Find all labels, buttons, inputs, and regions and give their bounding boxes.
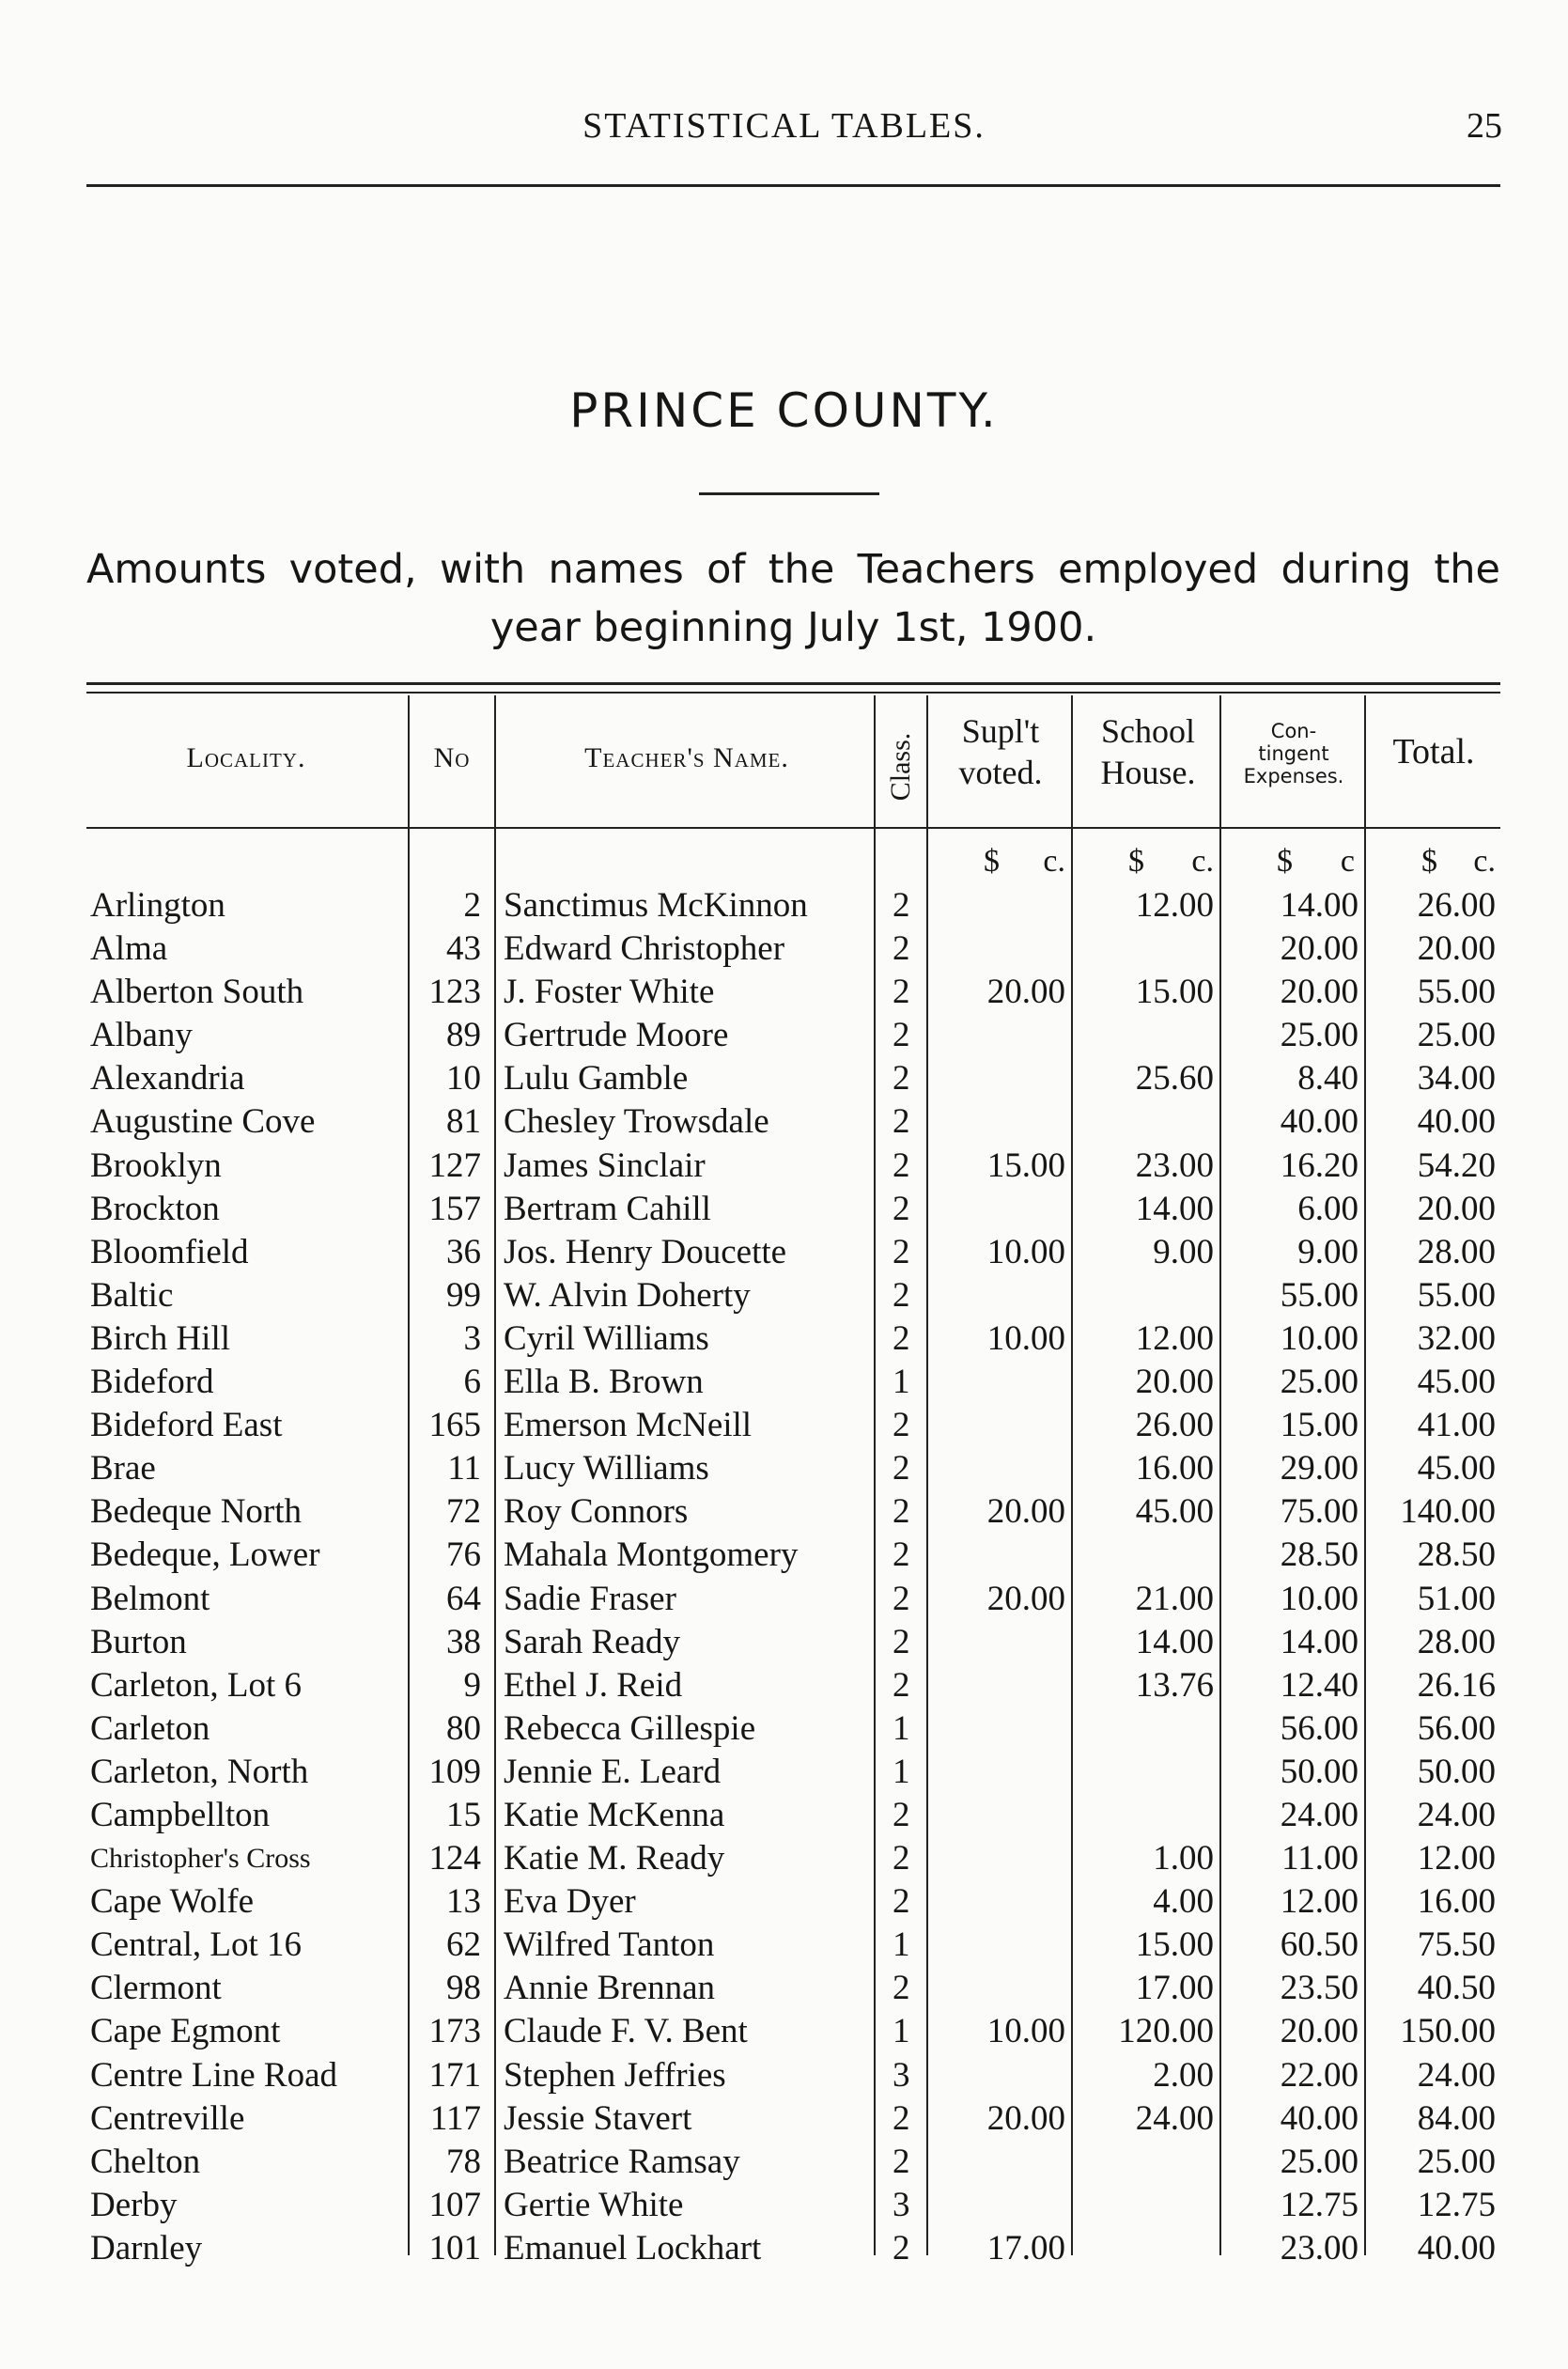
number-cell: 72 — [446, 1492, 481, 1532]
teacher-name-cell: Jos. Henry Doucette — [504, 1232, 787, 1271]
column-header-supl-line1: Supl't — [961, 712, 1040, 750]
column-header-contingent — [1223, 720, 1364, 787]
column-header-class — [877, 714, 924, 819]
column-header-school-line2: House. — [1100, 754, 1196, 791]
table-row — [0, 1057, 1568, 1100]
number-cell: 101 — [428, 2228, 481, 2268]
locality-cell: Chelton — [90, 2142, 201, 2181]
table-row — [0, 1578, 1568, 1621]
contingent-expenses-cell: 23.00 — [1280, 2228, 1358, 2268]
total-cell: 51.00 — [1417, 1579, 1496, 1618]
table-row — [0, 1621, 1568, 1664]
contingent-expenses-cell: 23.50 — [1280, 1969, 1358, 2008]
contingent-expenses-cell: 10.00 — [1280, 1318, 1358, 1358]
column-header-contingent-line3: Expenses. — [1243, 765, 1344, 787]
total-cell: 12.75 — [1417, 2185, 1496, 2224]
locality-cell: Birch Hill — [90, 1318, 231, 1358]
column-header-contingent-line2: tingent — [1258, 742, 1329, 765]
contingent-expenses-cell: 29.00 — [1280, 1449, 1358, 1488]
total-cell: 25.00 — [1417, 1016, 1496, 1055]
teacher-name-cell: Edward Christopher — [504, 929, 785, 969]
contingent-expenses-cell: 25.00 — [1280, 2142, 1358, 2181]
column-header-school-line1: School — [1100, 712, 1195, 750]
total-cell: 24.00 — [1417, 1795, 1496, 1834]
contingent-expenses-cell: 15.00 — [1280, 1406, 1358, 1445]
school-house-cell: 12.00 — [1135, 886, 1214, 925]
contingent-expenses-cell: 12.40 — [1280, 1665, 1358, 1705]
number-cell: 99 — [446, 1275, 481, 1315]
locality-cell: Alberton South — [90, 973, 304, 1012]
teacher-name-cell: W. Alvin Doherty — [504, 1275, 751, 1315]
locality-cell: Clermont — [90, 1969, 222, 2008]
school-house-cell: 21.00 — [1135, 1579, 1214, 1618]
contingent-expenses-cell: 56.00 — [1280, 1708, 1358, 1748]
number-cell: 3 — [463, 1318, 481, 1358]
contingent-expenses-cell: 11.00 — [1281, 1839, 1358, 1878]
total-cents-unit: c. — [1473, 844, 1496, 879]
locality-cell: Alma — [90, 929, 168, 969]
class-cell: 2 — [893, 1969, 910, 2008]
total-cell: 150.00 — [1400, 2012, 1496, 2051]
total-cell: 34.00 — [1417, 1059, 1496, 1099]
class-cell: 2 — [893, 1059, 910, 1099]
number-cell: 171 — [428, 2055, 481, 2095]
total-cell: 25.00 — [1417, 2142, 1496, 2181]
number-cell: 64 — [446, 1579, 481, 1618]
contingent-expenses-cell: 14.00 — [1280, 1622, 1358, 1661]
school-house-cell: 25.60 — [1135, 1059, 1214, 1099]
teacher-name-cell: Katie McKenna — [504, 1795, 725, 1834]
teacher-name-cell: Sadie Fraser — [504, 1579, 676, 1618]
teacher-name-cell: Beatrice Ramsay — [504, 2142, 740, 2181]
number-cell: 9 — [463, 1665, 481, 1705]
column-header-supl — [930, 710, 1071, 793]
locality-cell: Centreville — [90, 2098, 245, 2138]
locality-cell: Derby — [90, 2185, 178, 2224]
locality-cell: Darnley — [90, 2228, 203, 2268]
contingent-expenses-cell: 20.00 — [1280, 929, 1358, 969]
locality-cell: Arlington — [90, 886, 225, 925]
locality-cell: Brooklyn — [90, 1146, 222, 1185]
table-row — [0, 1794, 1568, 1837]
locality-cell: Bedeque North — [90, 1492, 303, 1532]
class-cell: 2 — [893, 1795, 910, 1834]
table-row — [0, 2010, 1568, 2053]
supl-voted-cell: 10.00 — [986, 2012, 1065, 2051]
total-cell: 16.00 — [1417, 1882, 1496, 1922]
total-cell: 12.00 — [1417, 1839, 1496, 1878]
table-row — [0, 1880, 1568, 1924]
contingent-expenses-cell: 55.00 — [1280, 1275, 1358, 1315]
school-house-cell: 15.00 — [1135, 973, 1214, 1012]
total-cell: 28.00 — [1417, 1232, 1496, 1271]
supl-cents-unit: c. — [1043, 844, 1065, 879]
number-cell: 157 — [428, 1189, 481, 1228]
class-cell: 2 — [893, 1622, 910, 1661]
teacher-name-cell: Gertrude Moore — [504, 1016, 729, 1055]
page-number: 25 — [1467, 106, 1502, 146]
teacher-name-cell: Roy Connors — [504, 1492, 689, 1532]
teacher-name-cell: Chesley Trowsdale — [504, 1102, 769, 1142]
table-row — [0, 1014, 1568, 1057]
class-cell: 2 — [893, 1665, 910, 1705]
locality-cell: Campbellton — [90, 1795, 271, 1834]
class-cell: 1 — [893, 1363, 910, 1402]
supl-voted-cell: 20.00 — [986, 2098, 1065, 2138]
header-rule — [86, 184, 1500, 187]
contingent-expenses-cell: 28.50 — [1280, 1535, 1358, 1575]
table-row — [0, 1837, 1568, 1880]
teacher-name-cell: Annie Brennan — [504, 1969, 716, 2008]
teacher-name-cell: Lulu Gamble — [504, 1059, 689, 1099]
school-house-cell: 24.00 — [1135, 2098, 1214, 2138]
total-cell: 45.00 — [1417, 1449, 1496, 1488]
class-cell: 1 — [893, 2012, 910, 2051]
school-house-cell: 1.00 — [1153, 1839, 1214, 1878]
school-house-cell: 17.00 — [1135, 1969, 1214, 2008]
total-cell: 40.00 — [1417, 2228, 1496, 2268]
locality-cell: Brae — [90, 1449, 156, 1488]
class-cell: 2 — [893, 1492, 910, 1532]
teacher-name-cell: Sanctimus McKinnon — [504, 886, 808, 925]
class-cell: 2 — [893, 1275, 910, 1315]
total-cell: 45.00 — [1417, 1363, 1496, 1402]
running-head — [0, 105, 1568, 162]
class-cell: 1 — [893, 1752, 910, 1791]
number-cell: 173 — [428, 2012, 481, 2051]
table-row — [0, 1924, 1568, 1967]
contingent-cents-unit: c — [1340, 844, 1355, 879]
table-row — [0, 2227, 1568, 2270]
teacher-name-cell: Ethel J. Reid — [504, 1665, 683, 1705]
table-row — [0, 1490, 1568, 1534]
total-cell: 50.00 — [1417, 1752, 1496, 1791]
contingent-expenses-cell: 8.40 — [1297, 1059, 1358, 1099]
contingent-expenses-cell: 40.00 — [1280, 1102, 1358, 1142]
class-cell: 2 — [893, 1016, 910, 1055]
table-row — [0, 2054, 1568, 2097]
teacher-name-cell: Bertram Cahill — [504, 1189, 711, 1228]
teacher-name-cell: Mahala Montgomery — [504, 1535, 799, 1575]
locality-cell: Baltic — [90, 1275, 174, 1315]
table-top-rule-inner — [86, 692, 1500, 694]
table-row — [0, 1751, 1568, 1794]
number-cell: 13 — [446, 1882, 481, 1922]
contingent-expenses-cell: 10.00 — [1280, 1579, 1358, 1618]
locality-cell: Central, Lot 16 — [90, 1925, 303, 1965]
school-house-cell: 45.00 — [1135, 1492, 1214, 1532]
locality-cell: Carleton, Lot 6 — [90, 1665, 303, 1705]
contingent-expenses-cell: 20.00 — [1280, 2012, 1358, 2051]
table-header-bottom-rule — [86, 827, 1500, 829]
school-house-cell: 16.00 — [1135, 1449, 1214, 1488]
school-house-cell: 14.00 — [1135, 1622, 1214, 1661]
column-header-class-label: Class. — [885, 732, 916, 802]
school-house-cell: 4.00 — [1153, 1882, 1214, 1922]
table-row — [0, 2141, 1568, 2184]
table-row — [0, 1967, 1568, 2010]
locality-cell: Christopher's Cross — [90, 1843, 311, 1875]
contingent-expenses-cell: 14.00 — [1280, 886, 1358, 925]
number-cell: 81 — [446, 1102, 481, 1142]
total-cell: 75.50 — [1417, 1925, 1496, 1965]
class-cell: 2 — [893, 1535, 910, 1575]
teacher-name-cell: Jennie E. Leard — [504, 1752, 722, 1791]
class-cell: 1 — [893, 1708, 910, 1748]
class-cell: 2 — [893, 1406, 910, 1445]
class-cell: 1 — [893, 1925, 910, 1965]
supl-voted-cell: 20.00 — [986, 1492, 1065, 1532]
locality-cell: Centre Line Road — [90, 2055, 338, 2095]
supl-voted-cell: 20.00 — [986, 1579, 1065, 1618]
number-cell: 109 — [428, 1752, 481, 1791]
locality-cell: Burton — [90, 1622, 187, 1661]
locality-cell: Belmont — [90, 1579, 210, 1618]
table-row — [0, 1707, 1568, 1751]
class-cell: 2 — [893, 1146, 910, 1185]
total-cell: 56.00 — [1417, 1708, 1496, 1748]
total-cell: 20.00 — [1417, 929, 1496, 969]
column-header-supl-line2: voted. — [958, 754, 1043, 791]
locality-cell: Bloomfield — [90, 1232, 249, 1271]
units-row — [0, 844, 1568, 885]
column-header-teacher: Teacher's Name. — [584, 742, 789, 773]
number-cell: 98 — [446, 1969, 481, 2008]
table-row — [0, 2184, 1568, 2227]
table-row — [0, 1317, 1568, 1361]
class-cell: 2 — [893, 1449, 910, 1488]
contingent-expenses-cell: 60.50 — [1280, 1925, 1358, 1965]
total-cell: 20.00 — [1417, 1189, 1496, 1228]
class-cell: 2 — [893, 1882, 910, 1922]
table-row — [0, 1145, 1568, 1188]
column-header-contingent-line1: Con- — [1270, 720, 1317, 742]
class-cell: 2 — [893, 1318, 910, 1358]
class-cell: 3 — [893, 2055, 910, 2095]
total-cell: 28.50 — [1417, 1535, 1496, 1575]
teacher-name-cell: James Sinclair — [504, 1146, 706, 1185]
school-house-cell: 9.00 — [1153, 1232, 1214, 1271]
class-cell: 2 — [893, 1189, 910, 1228]
total-cell: 41.00 — [1417, 1406, 1496, 1445]
school-house-cell: 20.00 — [1135, 1363, 1214, 1402]
supl-dollar-unit: $ — [984, 844, 1000, 879]
number-cell: 43 — [446, 929, 481, 969]
teacher-name-cell: Jessie Stavert — [504, 2098, 692, 2138]
table-row — [0, 884, 1568, 927]
locality-cell: Bideford — [90, 1363, 214, 1402]
school-house-cell: 2.00 — [1153, 2055, 1214, 2095]
table-row — [0, 1274, 1568, 1317]
school-house-cell: 13.76 — [1135, 1665, 1214, 1705]
table-row — [0, 1404, 1568, 1447]
supl-voted-cell: 15.00 — [986, 1146, 1065, 1185]
number-cell: 36 — [446, 1232, 481, 1271]
table-row — [0, 1664, 1568, 1707]
locality-cell: Alexandria — [90, 1059, 245, 1099]
class-cell: 2 — [893, 1579, 910, 1618]
teacher-name-cell: Wilfred Tanton — [504, 1925, 715, 1965]
school-house-cell: 15.00 — [1135, 1925, 1214, 1965]
school-house-cell: 120.00 — [1118, 2012, 1214, 2051]
locality-cell: Carleton, North — [90, 1752, 309, 1791]
table-caption: Amounts voted, with names of the Teachers employed during the year beginning July 1st, 1900. — [86, 546, 1500, 651]
number-cell: 127 — [428, 1146, 481, 1185]
number-cell: 80 — [446, 1708, 481, 1748]
contingent-expenses-cell: 50.00 — [1280, 1752, 1358, 1791]
teacher-name-cell: Stephen Jeffries — [504, 2055, 726, 2095]
table-row — [0, 1361, 1568, 1404]
school-house-cell: 12.00 — [1135, 1318, 1214, 1358]
school-house-cell: 14.00 — [1135, 1189, 1214, 1228]
number-cell: 78 — [446, 2142, 481, 2181]
column-header-school — [1075, 710, 1221, 793]
class-cell: 2 — [893, 2228, 910, 2268]
total-cell: 84.00 — [1417, 2098, 1496, 2138]
class-cell: 2 — [893, 1839, 910, 1878]
locality-cell: Brockton — [90, 1189, 220, 1228]
teacher-name-cell: Katie M. Ready — [504, 1839, 725, 1878]
number-cell: 6 — [463, 1363, 481, 1402]
contingent-expenses-cell: 75.00 — [1280, 1492, 1358, 1532]
total-cell: 32.00 — [1417, 1318, 1496, 1358]
locality-cell: Bideford East — [90, 1406, 283, 1445]
number-cell: 123 — [428, 973, 481, 1012]
contingent-expenses-cell: 12.75 — [1280, 2185, 1358, 2224]
school-house-cell: 26.00 — [1135, 1406, 1214, 1445]
teacher-name-cell: Emanuel Lockhart — [504, 2228, 762, 2268]
number-cell: 107 — [428, 2185, 481, 2224]
class-cell: 2 — [893, 1232, 910, 1271]
column-header-total: Total. — [1392, 732, 1475, 771]
school-cents-unit: c. — [1191, 844, 1214, 879]
contingent-expenses-cell: 22.00 — [1280, 2055, 1358, 2095]
table-body — [0, 884, 1568, 2270]
supl-voted-cell: 10.00 — [986, 1232, 1065, 1271]
class-cell: 2 — [893, 886, 910, 925]
teacher-name-cell: Rebecca Gillespie — [504, 1708, 756, 1748]
number-cell: 76 — [446, 1535, 481, 1575]
locality-cell: Bedeque, Lower — [90, 1535, 320, 1575]
total-cell: 40.50 — [1417, 1969, 1496, 2008]
class-cell: 3 — [893, 2185, 910, 2224]
contingent-expenses-cell: 16.20 — [1280, 1146, 1358, 1185]
total-cell: 54.20 — [1417, 1146, 1496, 1185]
teacher-name-cell: Gertie White — [504, 2185, 684, 2224]
contingent-expenses-cell: 25.00 — [1280, 1016, 1358, 1055]
county-title-rule — [699, 492, 879, 495]
contingent-expenses-cell: 9.00 — [1297, 1232, 1358, 1271]
contingent-dollar-unit: $ — [1277, 844, 1293, 879]
table-row — [0, 1188, 1568, 1231]
table-row — [0, 1534, 1568, 1577]
number-cell: 10 — [446, 1059, 481, 1099]
column-header-no: No — [433, 742, 471, 773]
number-cell: 89 — [446, 1016, 481, 1055]
teacher-name-cell: Cyril Williams — [504, 1318, 709, 1358]
teacher-name-cell: J. Foster White — [504, 973, 715, 1012]
teacher-name-cell: Lucy Williams — [504, 1449, 709, 1488]
table-row — [0, 971, 1568, 1014]
number-cell: 165 — [428, 1406, 481, 1445]
locality-cell: Cape Egmont — [90, 2012, 281, 2051]
contingent-expenses-cell: 25.00 — [1280, 1363, 1358, 1402]
locality-cell: Carleton — [90, 1708, 210, 1748]
total-dollar-unit: $ — [1421, 844, 1437, 879]
total-cell: 40.00 — [1417, 1102, 1496, 1142]
teacher-name-cell: Sarah Ready — [504, 1622, 681, 1661]
supl-voted-cell: 20.00 — [986, 973, 1065, 1012]
number-cell: 62 — [446, 1925, 481, 1965]
teacher-name-cell: Claude F. V. Bent — [504, 2012, 748, 2051]
contingent-expenses-cell: 40.00 — [1280, 2098, 1358, 2138]
contingent-expenses-cell: 20.00 — [1280, 973, 1358, 1012]
total-cell: 24.00 — [1417, 2055, 1496, 2095]
total-cell: 55.00 — [1417, 973, 1496, 1012]
class-cell: 2 — [893, 1102, 910, 1142]
total-cell: 28.00 — [1417, 1622, 1496, 1661]
class-cell: 2 — [893, 2098, 910, 2138]
table-row — [0, 927, 1568, 971]
table-row — [0, 1447, 1568, 1490]
teacher-name-cell: Ella B. Brown — [504, 1363, 704, 1402]
supl-voted-cell: 17.00 — [986, 2228, 1065, 2268]
school-dollar-unit: $ — [1128, 844, 1144, 879]
table-top-rule — [86, 682, 1500, 685]
number-cell: 38 — [446, 1622, 481, 1661]
total-cell: 55.00 — [1417, 1275, 1496, 1315]
teacher-name-cell: Eva Dyer — [504, 1882, 636, 1922]
total-cell: 140.00 — [1400, 1492, 1496, 1532]
class-cell: 2 — [893, 929, 910, 969]
number-cell: 117 — [429, 2098, 481, 2138]
total-cell: 26.00 — [1417, 886, 1496, 925]
teacher-name-cell: Emerson McNeill — [504, 1406, 753, 1445]
table-row — [0, 2097, 1568, 2141]
locality-cell: Cape Wolfe — [90, 1882, 255, 1922]
school-house-cell: 23.00 — [1135, 1146, 1214, 1185]
contingent-expenses-cell: 24.00 — [1280, 1795, 1358, 1834]
number-cell: 15 — [446, 1795, 481, 1834]
class-cell: 2 — [893, 2142, 910, 2181]
number-cell: 11 — [447, 1449, 481, 1488]
column-header-locality: Locality. — [186, 742, 306, 773]
locality-cell: Augustine Cove — [90, 1102, 316, 1142]
running-title: STATISTICAL TABLES. — [582, 106, 986, 146]
number-cell: 2 — [463, 886, 481, 925]
table-row — [0, 1231, 1568, 1274]
total-cell: 26.16 — [1417, 1665, 1496, 1705]
locality-cell: Albany — [90, 1016, 193, 1055]
number-cell: 124 — [428, 1839, 481, 1878]
contingent-expenses-cell: 12.00 — [1280, 1882, 1358, 1922]
table-row — [0, 1100, 1568, 1144]
contingent-expenses-cell: 6.00 — [1297, 1189, 1358, 1228]
county-title: PRINCE COUNTY. — [569, 383, 999, 438]
class-cell: 2 — [893, 973, 910, 1012]
supl-voted-cell: 10.00 — [986, 1318, 1065, 1358]
